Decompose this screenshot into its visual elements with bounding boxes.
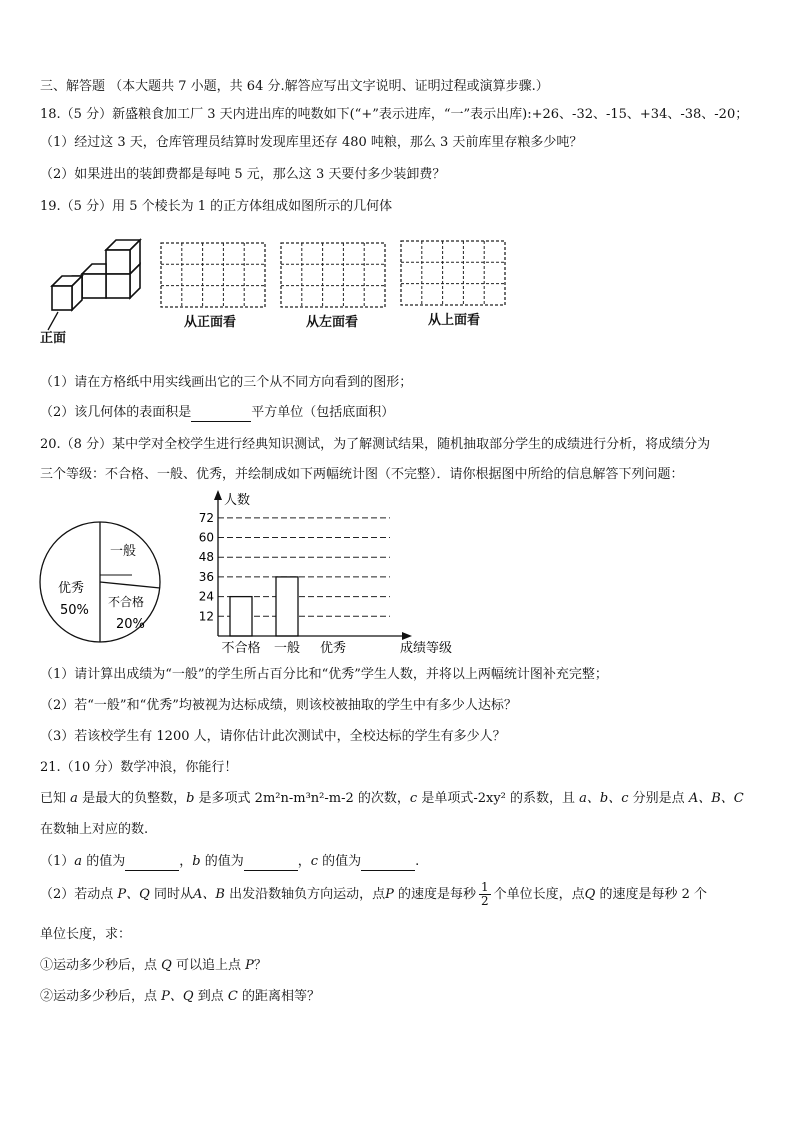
grid-top (400, 240, 506, 306)
pie-label-fail: 不合格 (108, 595, 145, 609)
q19-stem: 19.（5 分）用 5 个棱长为 1 的正方体组成如图所示的几何体 (40, 199, 393, 214)
answer-blank-a[interactable] (125, 856, 179, 871)
pie-pct-excellent: 50% (60, 603, 89, 618)
pie-label-general: 一般 (110, 544, 137, 559)
q21-part1: （1）a 的值为 ，b 的值为 ，c 的值为 . (40, 854, 420, 869)
q18-stem: 18.（5 分）新盛粮食加工厂 3 天内进出库的吨数如下(“+”表示进库，“一”表示出库):+26、-32、-15、+34、-38、-20； (40, 107, 749, 122)
y-tick-label: 12 (198, 609, 214, 624)
front-label: 正面 (40, 331, 67, 346)
answer-blank-b[interactable] (244, 856, 298, 871)
q21-part2-cont: 单位长度，求： (40, 927, 132, 942)
x-category-label: 一般 (273, 641, 301, 656)
fraction-half: $\frac{1}{2}$ (481, 880, 489, 908)
y-tick-label: 60 (198, 530, 214, 545)
grid-label-left: 从左面看 (306, 315, 359, 330)
bar-0 (230, 597, 252, 636)
y-axis-arrow (214, 490, 222, 500)
q21-stem: 21.（10 分）数学冲浪，你能行！ (40, 760, 238, 775)
grid-label-front: 从正面看 (184, 315, 237, 330)
y-tick-label: 48 (198, 550, 214, 565)
answer-blank-c[interactable] (361, 856, 415, 871)
grid-front (160, 242, 266, 308)
pointer-line (48, 312, 58, 330)
q21-given-line2: 在数轴上对应的数. (40, 822, 149, 837)
q20-stem-line1: 20.（8 分）某中学对全校学生进行经典知识测试，为了解测试结果，随机抽取部分学生的成绩进行分析，将成绩分为 (40, 437, 711, 452)
y-axis-label: 人数 (224, 493, 251, 508)
q20-stem-line2: 三个等级：不合格、一般、优秀，并绘制成如下两幅统计图（不完整）．请你根据图中所给的信息解答下列问题： (40, 467, 684, 482)
q19-part2: （2）该几何体的表面积是 平方单位（包括底面积） (40, 405, 395, 420)
pie-chart (36, 518, 166, 646)
q21-part2: （2）若动点 P、Q 同时从A、B 出发沿数轴负方向运动，点P 的速度是每秒 $\frac{1}{2}$ 个单位长度，点Q 的速度是每秒 2 个 (40, 880, 708, 908)
y-tick-label: 36 (198, 569, 214, 584)
grid-label-top: 从上面看 (428, 313, 481, 328)
q19-part1: （1）请在方格纸中用实线画出它的三个从不同方向看到的图形； (40, 375, 413, 390)
bar-chart (190, 490, 453, 660)
q21-sub2: ②运动多少秒后，点 P、Q 到点 C 的距离相等？ (40, 989, 320, 1004)
q21-given-line1: 已知 a 是最大的负整数，b 是多项式 2m²n-m³n²-m-2 的次数，c 是单项式-2xy² 的系数，且 a、b、c 分别是点 A、B、C (40, 791, 744, 806)
pie-label-excellent: 优秀 (58, 581, 85, 596)
section-header: 三、解答题 （本大题共 7 小题，共 64 分.解答应写出文字说明、证明过程或演算步骤.） (40, 79, 549, 94)
q18-part2: （2）如果进出的装卸费都是每吨 5 元，那么这 3 天要付多少装卸费？ (40, 167, 446, 182)
q20-part3: （3）若该校学生有 1200 人，请你估计此次测试中，全校达标的学生有多少人？ (40, 729, 506, 744)
pie-pct-fail: 20% (116, 617, 145, 632)
y-tick-label: 24 (198, 589, 214, 604)
x-category-label: 不合格 (221, 641, 261, 656)
q21-sub1: ①运动多少秒后，点 Q 可以追上点 P？ (40, 958, 267, 973)
bar-1 (276, 577, 298, 636)
x-axis-label: 成绩等级 (399, 641, 453, 656)
q20-part1: （1）请计算出成绩为“一般”的学生所占百分比和“优秀”学生人数，并将以上两幅统计图补充完整； (40, 667, 608, 682)
q20-part2: （2）若“一般”和“优秀”均被视为达标成绩，则该校被抽取的学生中有多少人达标？ (40, 698, 517, 713)
q18-part1: （1）经过这 3 天，仓库管理员结算时发现库里还存 480 吨粮，那么 3 天前库里存粮多少吨？ (40, 135, 583, 150)
answer-blank[interactable] (191, 407, 251, 422)
grid-left (280, 242, 386, 308)
y-tick-label: 72 (198, 510, 214, 525)
x-category-label: 优秀 (319, 641, 347, 656)
x-axis-arrow (402, 632, 412, 640)
